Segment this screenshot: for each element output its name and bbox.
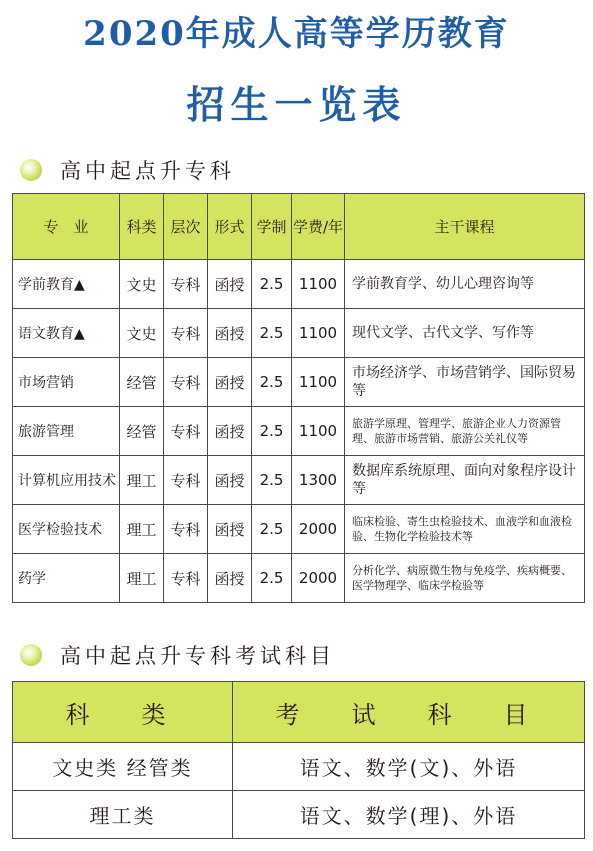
section-heading-course xyxy=(20,155,235,185)
level-cell: 专科 xyxy=(164,554,208,603)
level-cell: 专科 xyxy=(164,407,208,456)
header-cell: 形式 xyxy=(208,194,252,260)
form-cell: 函授 xyxy=(208,407,252,456)
table-row xyxy=(13,505,585,554)
level-cell: 专科 xyxy=(164,456,208,505)
fee-cell: 1100 xyxy=(292,407,345,456)
table-row xyxy=(13,358,585,407)
duration-cell: 2.5 xyxy=(252,358,292,407)
category-cell: 理工类 xyxy=(13,791,233,839)
page-title-line1: 2020年成人高等学历教育 xyxy=(83,14,510,54)
major-cell: 医学检验技术 xyxy=(13,505,120,554)
table-row xyxy=(13,309,585,358)
major-cell: 学前教育▲ xyxy=(13,260,120,309)
table-header-row xyxy=(13,682,585,743)
header-cell: 科类 xyxy=(120,194,164,260)
table-row xyxy=(13,791,585,839)
duration-cell: 2.5 xyxy=(252,456,292,505)
table-row xyxy=(13,456,585,505)
table-row xyxy=(13,743,585,791)
table-row xyxy=(13,260,585,309)
duration-cell: 2.5 xyxy=(252,505,292,554)
category-cell: 经管 xyxy=(120,407,164,456)
fee-cell: 2000 xyxy=(292,505,345,554)
form-cell: 函授 xyxy=(208,456,252,505)
courses-cell: 学前教育学、幼儿心理咨询等 xyxy=(345,260,585,309)
level-cell: 专科 xyxy=(164,505,208,554)
form-cell: 函授 xyxy=(208,260,252,309)
major-cell: 语文教育▲ xyxy=(13,309,120,358)
major-cell: 旅游管理 xyxy=(13,407,120,456)
courses-cell: 旅游学原理、管理学、旅游企业人力资源管理、旅游市场营销、旅游公关礼仪等 xyxy=(345,407,585,456)
fee-cell: 1100 xyxy=(292,260,345,309)
category-cell: 理工 xyxy=(120,456,164,505)
exam-subjects-cell: 语文、数学(文)、外语 xyxy=(233,743,585,791)
section-label: 高中起点升专科 xyxy=(60,159,235,183)
category-cell: 文史 xyxy=(120,309,164,358)
table-header-row xyxy=(13,194,585,260)
table-row xyxy=(13,554,585,603)
header-cell: 科 类 xyxy=(13,682,233,743)
fee-cell: 1300 xyxy=(292,456,345,505)
exam-table xyxy=(12,681,585,839)
major-cell: 市场营销 xyxy=(13,358,120,407)
form-cell: 函授 xyxy=(208,358,252,407)
header-cell: 层次 xyxy=(164,194,208,260)
header-cell: 主干课程 xyxy=(345,194,585,260)
duration-cell: 2.5 xyxy=(252,554,292,603)
duration-cell: 2.5 xyxy=(252,407,292,456)
form-cell: 函授 xyxy=(208,554,252,603)
major-cell: 计算机应用技术 xyxy=(13,456,120,505)
exam-subjects-cell: 语文、数学(理)、外语 xyxy=(233,791,585,839)
fee-cell: 1100 xyxy=(292,309,345,358)
courses-cell: 现代文学、古代文学、写作等 xyxy=(345,309,585,358)
courses-cell: 市场经济学、市场营销学、国际贸易等 xyxy=(345,358,585,407)
category-cell: 文史类 经管类 xyxy=(13,743,233,791)
level-cell: 专科 xyxy=(164,260,208,309)
header-cell: 专 业 xyxy=(13,194,120,260)
page-title-line2: 招生一览表 xyxy=(186,82,407,127)
bullet-icon xyxy=(20,159,42,181)
header-cell: 学费/年 xyxy=(292,194,345,260)
category-cell: 经管 xyxy=(120,358,164,407)
course-table xyxy=(12,193,585,603)
level-cell: 专科 xyxy=(164,309,208,358)
fee-cell: 2000 xyxy=(292,554,345,603)
category-cell: 理工 xyxy=(120,554,164,603)
category-cell: 文史 xyxy=(120,260,164,309)
header-cell: 学制 xyxy=(252,194,292,260)
section-heading-exam xyxy=(20,640,335,670)
duration-cell: 2.5 xyxy=(252,309,292,358)
duration-cell: 2.5 xyxy=(252,260,292,309)
table-row xyxy=(13,407,585,456)
courses-cell: 分析化学、病原微生物与免疫学、疾病概要、医学物理学、临床学检验等 xyxy=(345,554,585,603)
header-cell: 考 试 科 目 xyxy=(233,682,585,743)
bullet-icon xyxy=(20,644,42,666)
category-cell: 理工 xyxy=(120,505,164,554)
form-cell: 函授 xyxy=(208,309,252,358)
level-cell: 专科 xyxy=(164,358,208,407)
fee-cell: 1100 xyxy=(292,358,345,407)
form-cell: 函授 xyxy=(208,505,252,554)
section-label: 高中起点升专科考试科目 xyxy=(60,644,335,668)
courses-cell: 临床检验、寄生虫检验技术、血液学和血液检验、生物化学检验技术等 xyxy=(345,505,585,554)
major-cell: 药学 xyxy=(13,554,120,603)
courses-cell: 数据库系统原理、面向对象程序设计等 xyxy=(345,456,585,505)
